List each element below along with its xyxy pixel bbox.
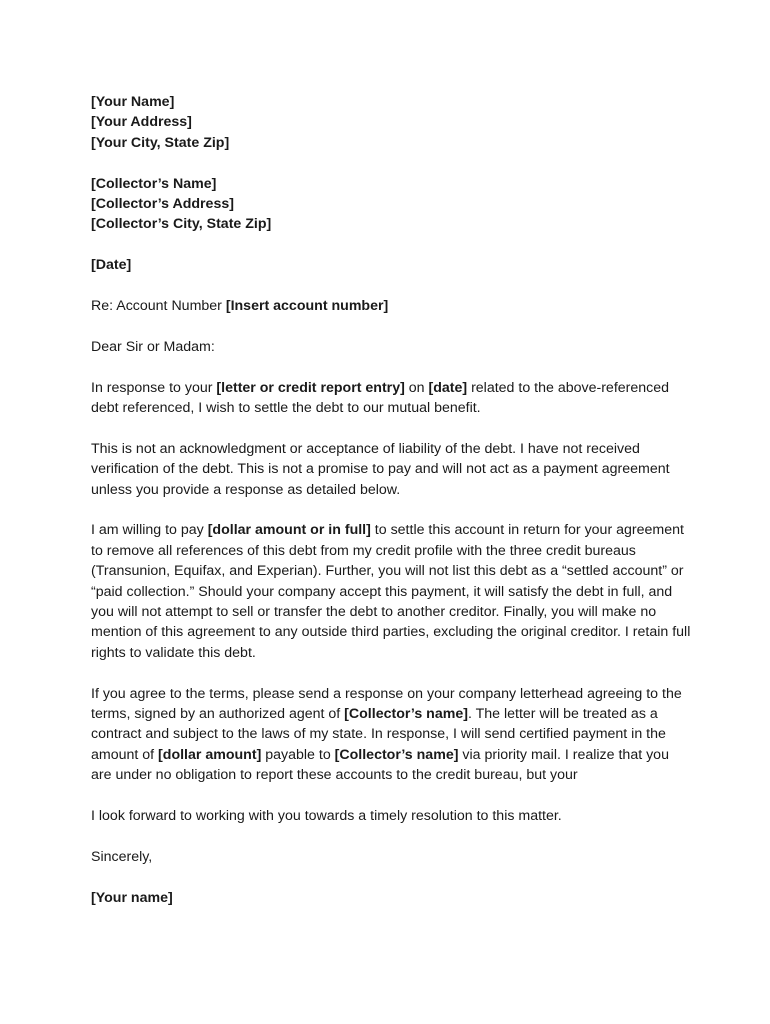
re-line [91, 296, 691, 316]
sender-address: [Your Address] [91, 114, 192, 131]
paragraph-4-text-1: If you agree to the terms, please send a response on your company letterhead agreeing to the terms, signed by an authorized agent of [91, 685, 682, 723]
sender-name: [Your Name] [91, 94, 175, 110]
paragraph-4 [91, 684, 691, 786]
recipient-name: [Collector’s Name] [91, 175, 217, 192]
recipient-address: [Collector’s Address] [91, 196, 234, 213]
signature-name: [Your name] [91, 889, 173, 906]
sender-city-state-zip: [Your City, State Zip] [91, 134, 230, 151]
paragraph-3 [91, 520, 691, 663]
paragraph-4-text-4: via priority mail. I realize that you are under no obligation to report these accounts to the credit bureau, but your [91, 746, 669, 784]
recipient-address-block [91, 174, 691, 235]
letter-date: [Date] [91, 257, 132, 274]
paragraph-1-text-3: related to the above-referenced debt referenced, I wish to settle the debt to our mutual benefit. [91, 379, 670, 417]
paragraph-4-text-2: . The letter will be treated as a contract and subject to the laws of my state. In response, I will send certified payment in the amount of [91, 706, 666, 763]
account-number-placeholder: [Insert account number] [225, 298, 389, 315]
closing: Sincerely, [91, 848, 153, 865]
paragraph-1-text-1: In response to your [91, 379, 217, 396]
paragraph-5: I look forward to working with you towards a timely resolution to this matter. [91, 808, 562, 825]
letter-body [91, 92, 691, 928]
paragraph-1 [91, 378, 691, 419]
paragraph-2: This is not an acknowledgment or acceptance of liability of the debt. I have not received verification of the debt. This is not a promise to pay and will not act as a payment agreement unless you provide a response as detailed below. [91, 440, 670, 498]
sender-address-block [91, 92, 691, 153]
reference-date-placeholder: [date] [428, 379, 468, 396]
re-line-prefix: Re: Account Number [91, 298, 226, 315]
collector-name-placeholder-1: [Collector’s name] [344, 706, 468, 723]
dollar-amount-placeholder: [dollar amount] [158, 746, 262, 763]
collector-name-placeholder-2: [Collector’s name] [334, 746, 459, 763]
paragraph-1-text-2: on [404, 379, 429, 396]
recipient-city-state-zip: [Collector’s City, State Zip] [91, 216, 272, 233]
letter-or-credit-report-placeholder: [letter or credit report entry] [216, 379, 405, 396]
paragraph-3-text-1: I am willing to pay [91, 522, 208, 539]
salutation: Dear Sir or Madam: [91, 338, 215, 355]
date-block [91, 255, 691, 275]
paragraph-3-text-2: to settle this account in return for your agreement to remove all references of this debt from my credit profile with the three credit bureaus (Transunion, Equifax, and Experian). Further, you will not list this debt as a “settled account” or “paid collection.” Should your company accept this payment, it will satisfy the debt in full, and you will not attempt to sell or transfer the debt to another creditor. Finally, you will make no mention of this agreement to any outside third parties, excluding the original creditor. I retain full rights to validate this debt. [91, 522, 691, 661]
paragraph-4-text-3: payable to [261, 746, 335, 763]
dollar-amount-or-full-placeholder: [dollar amount or in full] [207, 522, 371, 539]
